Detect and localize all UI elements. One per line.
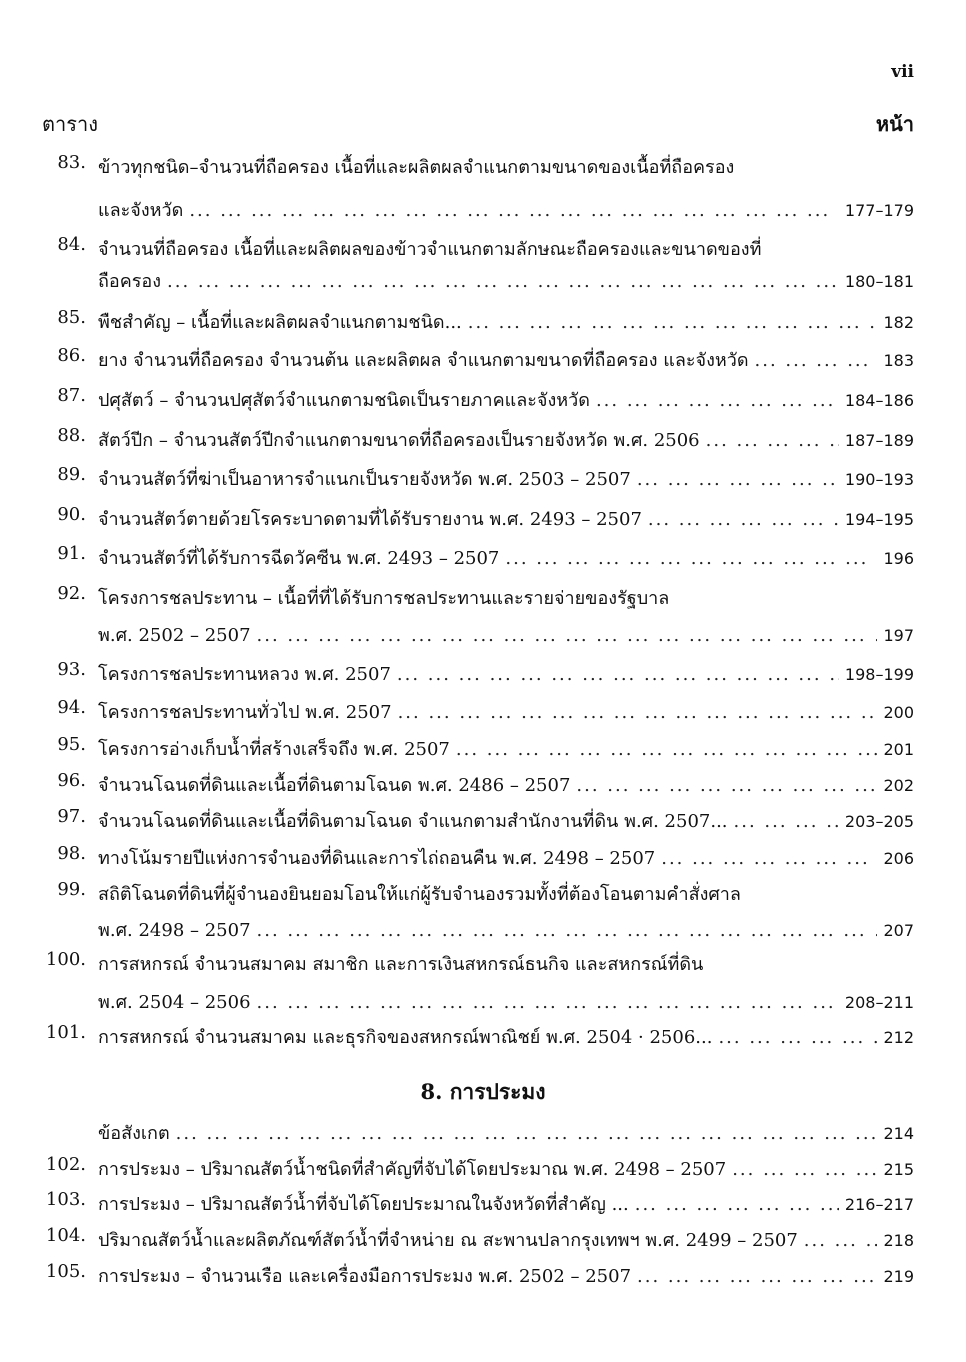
dot-leader — [637, 469, 839, 490]
entry-page: 183 — [883, 351, 914, 370]
entry-number: 93. — [57, 659, 86, 680]
entry-number: 90. — [57, 504, 86, 525]
entry-page: 216–217 — [844, 1195, 914, 1214]
entry-number: 101. — [45, 1022, 86, 1043]
entry-title: ข้าวทุกชนิด–จำนวนที่ถือครอง เนื้อที่และผลิตผลจำแนกตามขนาดของเนื้อที่ถือครอง — [98, 157, 735, 178]
entry-page: 182 — [883, 313, 914, 332]
section-heading: 8. การประมง — [420, 1079, 546, 1104]
dot-leader — [804, 1230, 878, 1251]
entry-page: 177–179 — [844, 201, 914, 220]
entry-title: พ.ศ. 2502 – 2507 — [98, 625, 251, 646]
dot-leader — [257, 920, 878, 941]
entry-number: 98. — [57, 843, 86, 864]
entry-title: จำนวนโฉนดที่ดินและเนื้อที่ดินตามโฉนด จำแนกตามสำนักงานที่ดิน พ.ศ. 2507... — [98, 811, 728, 832]
entry-title: ปริมาณสัตว์น้ำและผลิตภัณฑ์สัตว์น้ำที่จำหน่าย ณ สะพานปลากรุงเทพฯ พ.ศ. 2499 – 2507 — [98, 1230, 798, 1251]
entry-title: โครงการอ่างเก็บน้ำที่สร้างเสร็จถึง พ.ศ. 2507 — [98, 739, 450, 760]
entry-number: 95. — [57, 734, 86, 755]
entry-number: 97. — [57, 806, 86, 827]
entry-title: การสหกรณ์ จำนวนสมาคม สมาชิก และการเงินสหกรณ์ธนกิจ และสหกรณ์ที่ดิน — [98, 954, 704, 975]
entry-title: จำนวนสัตว์ที่ได้รับการฉีดวัคซีน พ.ศ. 2493 – 2507 — [98, 548, 500, 569]
dot-leader — [176, 1123, 878, 1144]
entry-number: 96. — [57, 770, 86, 791]
entry-number: 86. — [57, 345, 86, 366]
entry-title: โครงการชลประทานหลวง พ.ศ. 2507 — [98, 664, 391, 685]
entry-title: พืชสำคัญ – เนื้อที่และผลิตผลจำแนกตามชนิด... — [98, 312, 462, 333]
dot-leader — [755, 350, 878, 371]
entry-title: ปศุสัตว์ – จำนวนปศุสัตว์จำแนกตามชนิดเป็นรายภาคและจังหวัด — [98, 390, 590, 411]
entry-title: โครงการชลประทาน – เนื้อที่ที่ได้รับการชลประทานและรายจ่ายของรัฐบาล — [98, 588, 670, 609]
entry-number: 83. — [57, 152, 86, 173]
entry-title: การสหกรณ์ จำนวนสมาคม และธุรกิจของสหกรณ์พาณิชย์ พ.ศ. 2504 · 2506... — [98, 1027, 713, 1048]
entry-page: 200 — [883, 703, 914, 722]
entry-number: 92. — [57, 583, 86, 604]
dot-leader — [456, 739, 878, 760]
entry-page: 184–186 — [844, 391, 914, 410]
entry-page: 180–181 — [844, 272, 914, 291]
entry-title: โครงการชลประทานทั่วไป พ.ศ. 2507 — [98, 702, 392, 723]
entry-title: การประมง – จำนวนเรือ และเครื่องมือการประมง พ.ศ. 2502 – 2507 — [98, 1266, 632, 1287]
dot-leader — [576, 775, 877, 796]
entry-number: 100. — [45, 949, 86, 970]
entry-page: 201 — [883, 740, 914, 759]
entry-title: การประมง – ปริมาณสัตว์น้ำที่จับได้โดยประมาณในจังหวัดที่สำคัญ ... — [98, 1194, 629, 1215]
entry-page: 219 — [883, 1267, 914, 1286]
entry-number: 105. — [45, 1261, 86, 1282]
table-column-label: ตาราง — [42, 112, 98, 136]
entry-page: 194–195 — [844, 510, 914, 529]
entry-title: ข้อสังเกต — [98, 1123, 170, 1144]
dot-leader — [257, 992, 839, 1013]
entry-page: 214 — [883, 1124, 914, 1143]
dot-leader — [706, 430, 839, 451]
dot-leader — [167, 271, 839, 292]
entry-number: 104. — [45, 1225, 86, 1246]
entry-page: 218 — [883, 1231, 914, 1250]
page-number: vii — [891, 62, 914, 82]
entry-page: 206 — [883, 849, 914, 868]
entry-title: ยาง จำนวนที่ถือครอง จำนวนต้น และผลิตผล จำแนกตามขนาดที่ถือครอง และจังหวัด — [98, 350, 749, 371]
dot-leader — [661, 848, 877, 869]
entry-number: 99. — [57, 879, 86, 900]
dot-leader — [596, 390, 839, 411]
dot-leader — [718, 1027, 877, 1048]
entry-number: 85. — [57, 307, 86, 328]
dot-leader — [635, 1194, 839, 1215]
entry-title: จำนวนสัตว์ที่ฆ่าเป็นอาหารจำแนกเป็นรายจังหวัด พ.ศ. 2503 – 2507 — [98, 469, 631, 490]
entry-title: การประมง – ปริมาณสัตว์น้ำชนิดที่สำคัญที่จับได้โดยประมาณ พ.ศ. 2498 – 2507 — [98, 1159, 727, 1180]
entry-page: 215 — [883, 1160, 914, 1179]
entry-page: 207 — [883, 921, 914, 940]
entry-title: ถือครอง — [98, 271, 162, 292]
entry-number: 89. — [57, 464, 86, 485]
entry-title: พ.ศ. 2498 – 2507 — [98, 920, 251, 941]
entry-number: 94. — [57, 697, 86, 718]
entry-title: จำนวนสัตว์ตายด้วยโรคระบาดตามที่ได้รับรายงาน พ.ศ. 2493 – 2507 — [98, 509, 642, 530]
entry-page: 197 — [883, 626, 914, 645]
entry-number: 84. — [57, 234, 86, 255]
dot-leader — [648, 509, 839, 530]
entry-page: 203–205 — [844, 812, 914, 831]
entry-number: 87. — [57, 385, 86, 406]
dot-leader — [505, 548, 877, 569]
entry-title: จำนวนที่ถือครอง เนื้อที่และผลิตผลของข้าวจำแนกตามลักษณะถือครองและขนาดของที่ — [98, 239, 762, 260]
entry-number: 102. — [45, 1154, 86, 1175]
dot-leader — [468, 312, 878, 333]
entry-page: 196 — [883, 549, 914, 568]
dot-leader — [398, 702, 878, 723]
entry-title: สัตว์ปีก – จำนวนสัตว์ปีกจำแนกตามขนาดที่ถือครองเป็นรายจังหวัด พ.ศ. 2506 — [98, 430, 700, 451]
entry-page: 212 — [883, 1028, 914, 1047]
entry-page: 208–211 — [844, 993, 914, 1012]
dot-leader — [732, 1159, 877, 1180]
entry-page: 202 — [883, 776, 914, 795]
dot-leader — [637, 1266, 877, 1287]
dot-leader — [257, 625, 878, 646]
dot-leader — [397, 664, 839, 685]
entry-title: สถิติโฉนดที่ดินที่ผู้จำนองยินยอมโอนให้แก่ผู้รับจำนองรวมทั้งที่ต้องโอนตามคำสั่งศาล — [98, 884, 741, 905]
page-column-label: หน้า — [875, 112, 914, 136]
entry-number: 103. — [45, 1189, 86, 1210]
entry-title: ทางโน้มรายปีแห่งการจำนองที่ดินและการไถ่ถอนคืน พ.ศ. 2498 – 2507 — [98, 848, 656, 869]
entry-number: 88. — [57, 425, 86, 446]
dot-leader — [734, 811, 839, 832]
entry-title: พ.ศ. 2504 – 2506 — [98, 992, 251, 1013]
entry-page: 187–189 — [844, 431, 914, 450]
dot-leader — [189, 200, 839, 221]
entry-title: และจังหวัด — [98, 200, 184, 221]
entry-page: 190–193 — [844, 470, 914, 489]
entry-title: จำนวนโฉนดที่ดินและเนื้อที่ดินตามโฉนด พ.ศ. 2486 – 2507 — [98, 775, 571, 796]
entry-page: 198–199 — [844, 665, 914, 684]
entry-number: 91. — [57, 543, 86, 564]
